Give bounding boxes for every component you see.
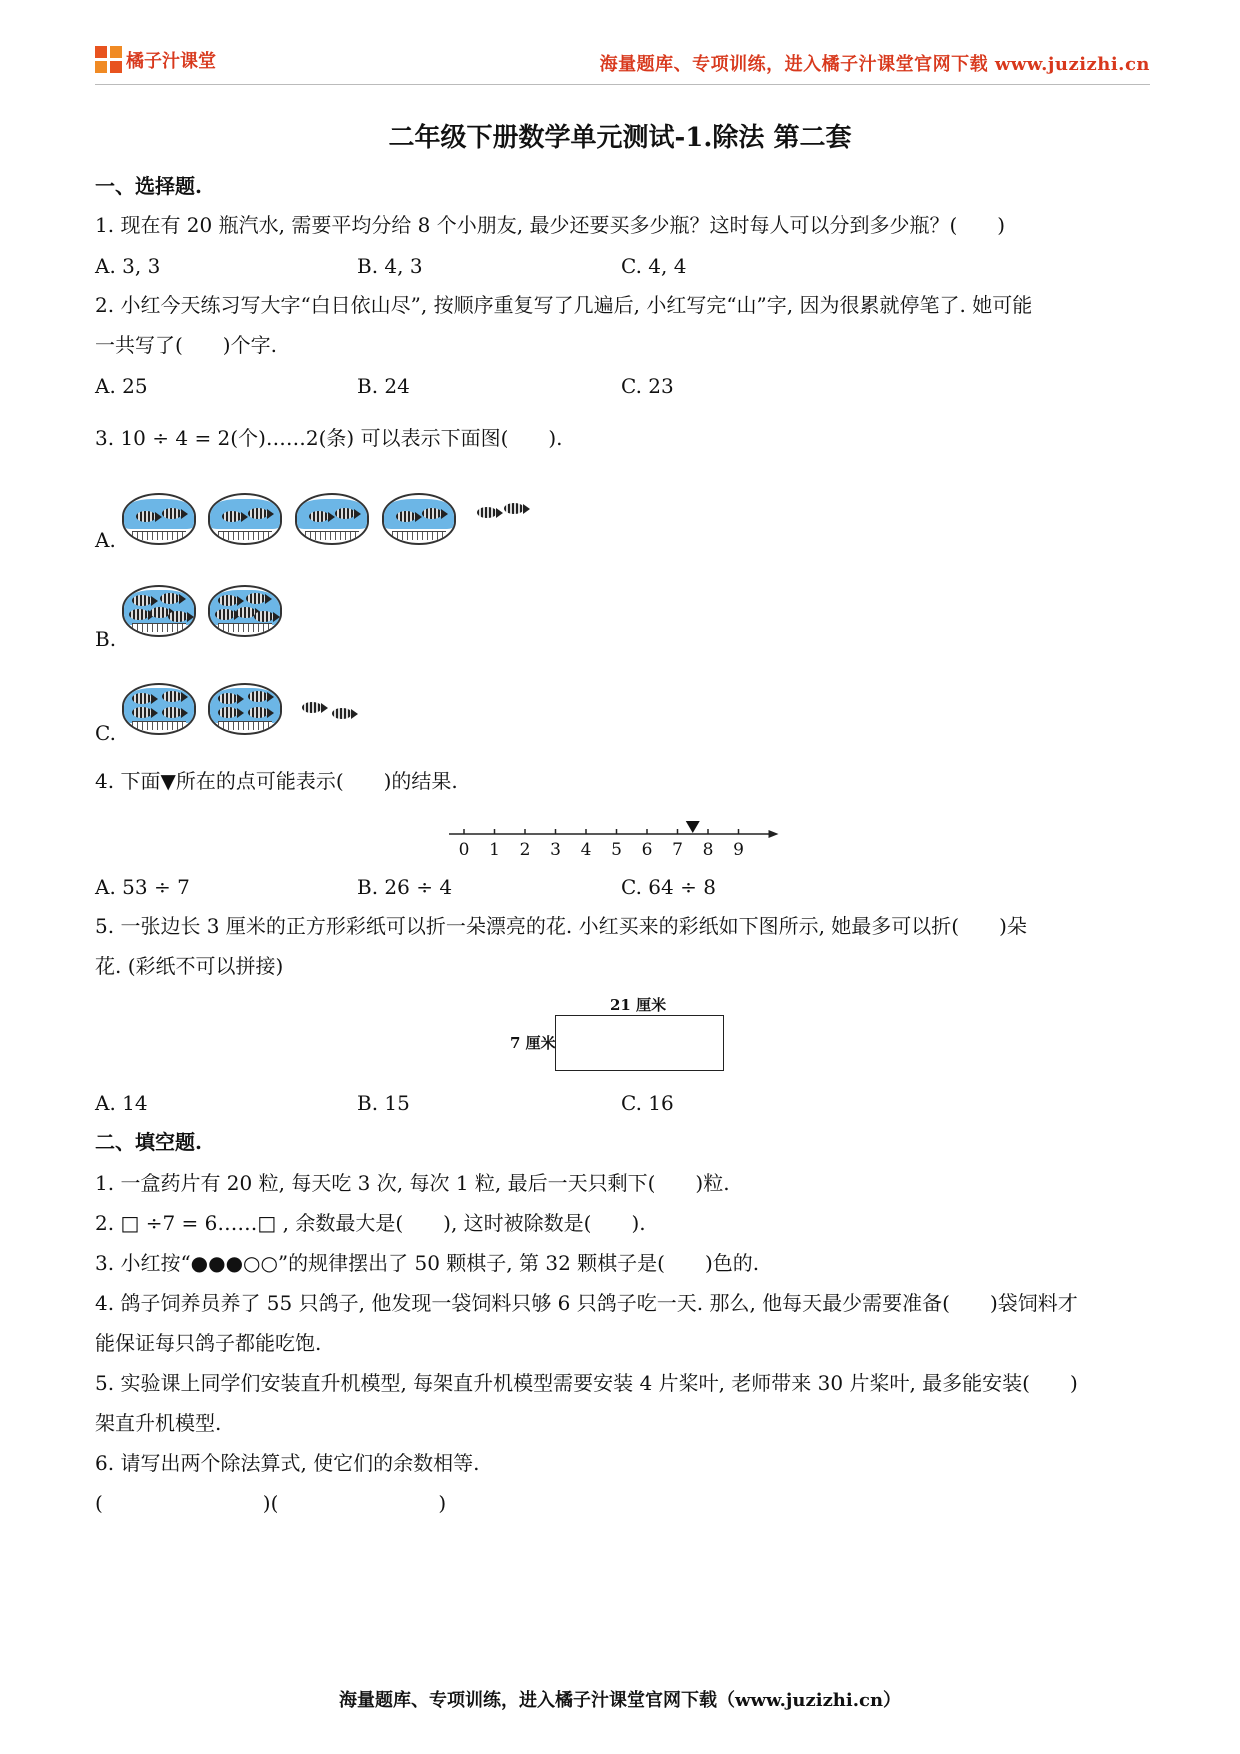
paper-rectangle <box>555 1015 724 1071</box>
q1-option-b: B. 4, 3 <box>357 254 423 278</box>
header-divider <box>95 84 1150 85</box>
q4-option-b: B. 26 ÷ 4 <box>357 875 453 899</box>
rectangle-width-label: 21 厘米 <box>610 996 667 1014</box>
number-line-tick-label: 7 <box>672 840 683 860</box>
q5-option-b: B. 15 <box>357 1091 410 1115</box>
q3-option-c-label: C. <box>95 721 116 745</box>
loose-fish <box>302 702 322 713</box>
q5-option-c: C. 16 <box>621 1091 674 1115</box>
page-header <box>95 40 1150 84</box>
q3-option-b-label: B. <box>95 627 117 651</box>
number-line-tick-label: 8 <box>702 840 714 860</box>
number-line-tick-label: 1 <box>489 840 500 860</box>
fill-question-6: 6. 请写出两个除法算式, 使它们的余数相等. <box>95 1451 480 1475</box>
fill-question-3: 3. 小红按“●●●○○”的规律摆出了 50 颗棋子, 第 32 颗棋子是( )色的. <box>95 1251 760 1275</box>
q1-option-c: C. 4, 4 <box>621 254 687 278</box>
number-line-tick-label: 4 <box>580 840 592 860</box>
logo-text: 橘子汁课堂 <box>126 50 216 72</box>
q2-option-a: A. 25 <box>95 374 148 398</box>
fish-bowl <box>122 683 196 735</box>
question-5-line1: 5. 一张边长 3 厘米的正方形彩纸可以折一朵漂亮的花. 小红买来的彩纸如下图所示, 她最多可以折( )朵 <box>95 914 1027 938</box>
fish-bowl <box>208 585 282 637</box>
q5-option-a: A. 14 <box>95 1091 148 1115</box>
fill-question-5-line2: 架直升机模型. <box>95 1411 222 1435</box>
page-title: 二年级下册数学单元测试-1.除法 第二套 <box>388 123 852 153</box>
number-line-tick-label: 0 <box>458 840 470 860</box>
fill-question-4-line1: 4. 鸽子饲养员养了 55 只鸽子, 他发现一袋饲料只够 6 只鸽子吃一天. 那么, 他每天最少需要准备( )袋饲料才 <box>95 1291 1078 1315</box>
fill-question-6-blanks: ( )( ) <box>95 1491 447 1515</box>
number-line-tick-label: 5 <box>611 840 622 860</box>
logo-icon <box>95 46 122 73</box>
fish-bowl <box>208 493 282 545</box>
loose-fish <box>504 503 524 514</box>
page-footer: 海量题库、专项训练，进入橘子汁课堂官网下载（www.juzizhi.cn） <box>338 1690 902 1711</box>
q1-option-a: A. 3, 3 <box>95 254 161 278</box>
number-line-marker <box>686 821 700 833</box>
question-2-line2: 一共写了( )个字. <box>95 333 277 357</box>
number-line-arrow <box>769 830 779 838</box>
fish-bowl <box>295 493 369 545</box>
question-4-text: 4. 下面▼所在的点可能表示( )的结果. <box>95 769 458 793</box>
rectangle-height-label: 7 厘米 <box>510 1034 556 1052</box>
number-line-tick-label: 3 <box>550 840 561 860</box>
fish-bowl <box>382 493 456 545</box>
fill-question-4-line2: 能保证每只鸽子都能吃饱. <box>95 1331 322 1355</box>
question-1-text: 1. 现在有 20 瓶汽水, 需要平均分给 8 个小朋友, 最少还要买多少瓶？这时每人可以分到多少瓶？( ) <box>95 213 1006 237</box>
section-heading-fill: 二、填空题. <box>95 1130 202 1154</box>
q2-option-c: C. 23 <box>621 374 674 398</box>
fill-question-1: 1. 一盒药片有 20 粒, 每天吃 3 次, 每次 1 粒, 最后一天只剩下( )粒. <box>95 1171 730 1195</box>
number-line <box>440 815 800 865</box>
section-heading-choice: 一、选择题. <box>95 174 202 198</box>
q2-option-b: B. 24 <box>357 374 410 398</box>
q4-option-c: C. 64 ÷ 8 <box>621 875 716 899</box>
loose-fish <box>477 507 497 518</box>
number-line-tick-label: 6 <box>641 840 653 860</box>
number-line-tick-label: 2 <box>519 840 531 860</box>
question-3-text: 3. 10 ÷ 4 = 2(个)……2(条) 可以表示下面图( ). <box>95 426 563 450</box>
q3-option-a-label: A. <box>95 528 116 552</box>
logo <box>95 46 216 73</box>
question-2-line1: 2. 小红今天练习写大字“白日依山尽”, 按顺序重复写了几遍后, 小红写完“山”字, 因为很累就停笔了. 她可能 <box>95 293 1033 317</box>
fill-question-5-line1: 5. 实验课上同学们安装直升机模型, 每架直升机模型需要安装 4 片桨叶, 老师带来 30 片桨叶, 最多能安装( ) <box>95 1371 1078 1395</box>
header-slogan: 海量题库、专项训练，进入橘子汁课堂官网下载 www.juzizhi.cn <box>599 54 1150 75</box>
loose-fish <box>332 708 352 719</box>
fish-bowl <box>208 683 282 735</box>
fish-bowl <box>122 493 196 545</box>
q4-option-a: A. 53 ÷ 7 <box>95 875 190 899</box>
question-5-line2: 花. (彩纸不可以拼接) <box>95 954 284 978</box>
number-line-tick-label: 9 <box>733 840 744 860</box>
fish-bowl <box>122 585 196 637</box>
fill-question-2: 2. □ ÷7 = 6……□ , 余数最大是( ), 这时被除数是( ). <box>95 1211 646 1235</box>
